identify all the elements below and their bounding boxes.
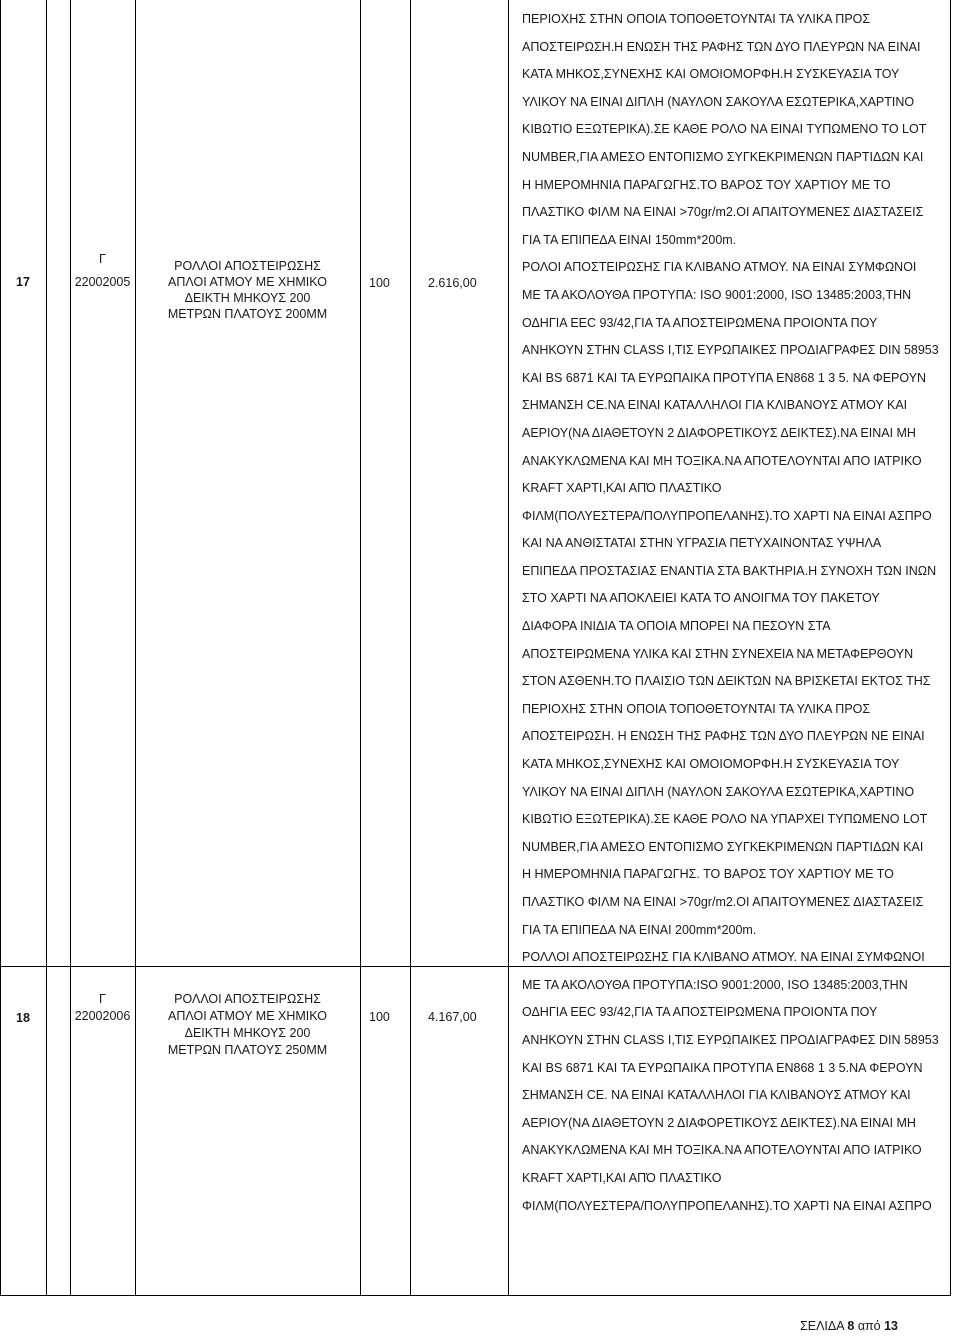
description-line: ΦΙΛΜ(ΠΟΛΥΕΣΤΕΡΑ/ΠΟΛΥΠΡΟΠΕΛΑΝΗΣ).ΤΟ ΧΑΡΤΙ ΝΑ ΕΙΝΑΙ ΑΣΠΡΟ <box>522 1198 932 1213</box>
description-line: ΑΠΟΣΤΕΙΡΩΜΕΝΑ ΥΛΙΚΑ ΚΑΙ ΣΤΗΝ ΣΥΝΕΧΕΙΑ ΝΑ ΜΕΤΑΦΕΡΘΟΥΝ <box>522 646 914 661</box>
description-line: ΟΔΗΓΙΑ EEC 93/42,ΓΙΑ ΤΑ ΑΠΟΣΤΕΙΡΩΜΕΝΑ ΠΡΟΙΟΝΤΑ ΠΟΥ <box>522 1005 878 1020</box>
description-line: Η ΗΜΕΡΟΜΗΝΙΑ ΠΑΡΑΓΩΓΗΣ. ΤΟ ΒΑΡΟΣ ΤΟΥ ΧΑΡΤΙΟΥ ΜΕ ΤΟ <box>522 867 894 882</box>
row-17-quantity: 100 <box>369 276 390 290</box>
description-line: ΣΤΟΝ ΑΣΘΕΝΗ.ΤΟ ΠΛΑΙΣΙΟ ΤΩΝ ΔΕΙΚΤΩΝ ΝΑ ΒΡΙΣΚΕΤΑΙ ΕΚΤΟΣ ΤΗΣ <box>522 674 931 689</box>
description-line: ΚΑΙ BS 6871 ΚΑΙ ΤΑ ΕΥΡΩΠΑΙΚΑ ΠΡΟΤΥΠΑ ΕΝ868 1 3 5.ΝΑ ΦΕΡΟΥΝ <box>522 1060 923 1075</box>
description-text <box>522 12 942 1309</box>
row-18-title-2: ΑΠΛΟΙ ΑΤΜΟΥ ΜΕ ΧΗΜΙΚΟ <box>168 1009 327 1023</box>
col-border-aa <box>46 0 47 1296</box>
row-18-title-1: ΡΟΛΛΟΙ ΑΠΟΣΤΕΙΡΩΣΗΣ <box>174 992 321 1006</box>
description-line <box>522 1226 942 1254</box>
col-border-right <box>950 0 951 1296</box>
row-18-aa: 18 <box>16 1011 30 1025</box>
row-17-title-3: ΔΕΙΚΤΗ ΜΗΚΟΥΣ 200 <box>184 291 311 305</box>
description-line <box>522 1281 942 1309</box>
row-17-code: 22002005 <box>74 275 131 289</box>
description-line: ΜΕ ΤΑ ΑΚΟΛΟΥΘΑ ΠΡΟΤΥΠΑ: ISO 9001:2000, ISO 13485:2003,ΤΗΝ <box>522 287 912 302</box>
description-line <box>522 1254 942 1282</box>
description-line: ΓΙΑ ΤΑ ΕΠΙΠΕΔΑ ΝΑ ΕΙΝΑΙ 200mm*200m. <box>522 922 757 937</box>
row-18-title-4: ΜΕΤΡΩΝ ΠΛΑΤΟΥΣ 250ΜΜ <box>167 1043 328 1057</box>
col-border-title <box>360 0 361 1296</box>
row-17-title-4: ΜΕΤΡΩΝ ΠΛΑΤΟΥΣ 200ΜΜ <box>167 307 328 321</box>
description-line: ΚΑΙ BS 6871 ΚΑΙ ΤΑ ΕΥΡΩΠΑΙΚΑ ΠΡΟΤΥΠΑ ΕΝ868 1 3 5. ΝΑ ΦΕΡΟΥΝ <box>522 370 927 385</box>
description-line: ΠΛΑΣΤΙΚΟ ΦΙΛΜ ΝΑ ΕΙΝΑΙ >70gr/m2.ΟΙ ΑΠΑΙΤΟΥΜΕΝΕΣ ΔΙΑΣΤΑΣΕΙΣ <box>522 205 924 220</box>
col-border-left <box>0 0 1 1296</box>
description-line: ΠΕΡΙΟΧΗΣ ΣΤΗΝ ΟΠΟΙΑ ΤΟΠΟΘΕΤΟΥΝΤΑΙ ΤΑ ΥΛΙΚΑ ΠΡΟΣ <box>522 701 871 716</box>
description-line: ΔΙΑΦΟΡΑ ΙΝΙΔΙΑ ΤΑ ΟΠΟΙΑ ΜΠΟΡΕΙ ΝΑ ΠΕΣΟΥΝ ΣΤΑ <box>522 619 831 634</box>
page-number: 8 <box>847 1319 855 1333</box>
description-line: KRAFT ΧΑΡΤΙ,ΚΑΙ ΑΠΌ ΠΛΑΣΤΙΚΟ <box>522 481 722 496</box>
description-line: ΣΗΜΑΝΣΗ CE. ΝΑ ΕΙΝΑΙ ΚΑΤΑΛΛΗΛΟΙ ΓΙΑ ΚΛΙΒΑΝΟΥΣ ΑΤΜΟΥ ΚΑΙ <box>522 1088 911 1103</box>
description-line: ΑΠΟΣΤΕΙΡΩΣΗ. Η ΕΝΩΣΗ ΤΗΣ ΡΑΦΗΣ ΤΩΝ ΔΥΟ ΠΛΕΥΡΩΝ ΝΕ ΕΙΝΑΙ <box>522 729 925 744</box>
description-line: ΦΙΛΜ(ΠΟΛΥΕΣΤΕΡΑ/ΠΟΛΥΠΡΟΠΕΛΑΝΗΣ).ΤΟ ΧΑΡΤΙ ΝΑ ΕΙΝΑΙ ΑΣΠΡΟ <box>522 508 932 523</box>
page-of-label: από <box>857 1319 881 1333</box>
page-footer <box>800 1319 898 1333</box>
description-line: ΑΕΡΙΟΥ(ΝΑ ΔΙΑΘΕΤΟΥΝ 2 ΔΙΑΦΟΡΕΤΙΚΟΥΣ ΔΕΙΚΤΕΣ).ΝΑ ΕΙΝΑΙ ΜΗ <box>522 1115 916 1130</box>
col-border-unit <box>70 0 71 1296</box>
row-18-price: 4.167,00 <box>428 1010 477 1024</box>
row-18-code: 22002006 <box>74 1009 131 1023</box>
description-line: ΠΛΑΣΤΙΚΟ ΦΙΛΜ ΝΑ ΕΙΝΑΙ >70gr/m2.ΟΙ ΑΠΑΙΤΟΥΜΕΝΕΣ ΔΙΑΣΤΑΣΕΙΣ <box>522 895 924 909</box>
description-line: ΑΠΟΣΤΕΙΡΩΣΗ.Η ΕΝΩΣΗ ΤΗΣ ΡΑΦΗΣ ΤΩΝ ΔΥΟ ΠΛΕΥΡΩΝ ΝΑ ΕΙΝΑΙ <box>522 39 921 54</box>
description-line: ΚΑΤΑ ΜΗΚΟΣ,ΣΥΝΕΧΗΣ ΚΑΙ ΟΜΟΙΟΜΟΡΦΗ.Η ΣΥΣΚΕΥΑΣΙΑ ΤΟΥ <box>522 757 900 772</box>
total-pages: 13 <box>884 1319 899 1333</box>
col-border-qty <box>410 0 411 1296</box>
description-line: ΥΛΙΚΟΥ ΝΑ ΕΙΝΑΙ ΔΙΠΛΗ (ΝΑΥΛΟΝ ΣΑΚΟΥΛΑ ΕΣΩΤΕΡΙΚΑ,ΧΑΡΤΙΝΟ <box>522 784 915 799</box>
description-line: ΑΕΡΙΟΥ(ΝΑ ΔΙΑΘΕΤΟΥΝ 2 ΔΙΑΦΟΡΕΤΙΚΟΥΣ ΔΕΙΚΤΕΣ).ΝΑ ΕΙΝΑΙ ΜΗ <box>522 425 916 440</box>
description-line: ΚΑΙ ΝΑ ΑΝΘΙΣΤΑΤΑΙ ΣΤΗΝ ΥΓΡΑΣΙΑ ΠΕΤΥΧΑΙΝΟΝΤΑΣ ΥΨΗΛΑ <box>522 536 882 551</box>
description-line: ΑΝΑΚΥΚΛΩΜΕΝΑ ΚΑΙ ΜΗ ΤΟΞΙΚΑ.ΝΑ ΑΠΟΤΕΛΟΥΝΤΑΙ ΑΠΟ ΙΑΤΡΙΚΟ <box>522 1143 922 1158</box>
description-line: Η ΗΜΕΡΟΜΗΝΙΑ ΠΑΡΑΓΩΓΗΣ.ΤΟ ΒΑΡΟΣ ΤΟΥ ΧΑΡΤΙΟΥ ΜΕ ΤΟ <box>522 177 891 192</box>
col-border-price <box>508 0 509 1296</box>
row-17-title-1: ΡΟΛΛΟΙ ΑΠΟΣΤΕΙΡΩΣΗΣ <box>174 259 321 273</box>
description-line: ΣΗΜΑΝΣΗ CE.ΝΑ ΕΙΝΑΙ ΚΑΤΑΛΛΗΛΟΙ ΓΙΑ ΚΛΙΒΑΝΟΥΣ ΑΤΜΟΥ ΚΑΙ <box>522 398 908 413</box>
description-line: ΡΟΛΛΟΙ ΑΠΟΣΤΕΙΡΩΣΗΣ ΓΙΑ ΚΛΙΒΑΝΟ ΑΤΜΟΥ. ΝΑ ΕΙΝΑΙ ΣΥΜΦΩΝΟΙ <box>522 950 925 965</box>
description-line: ΑΝΗΚΟΥΝ ΣΤΗΝ CLASS I,ΤΙΣ ΕΥΡΩΠΑΙΚΕΣ ΠΡΟΔΙΑΓΡΑΦΕΣ DIN 58953 <box>522 1032 939 1047</box>
description-line: ΑΝΗΚΟΥΝ ΣΤΗΝ CLASS I,ΤΙΣ ΕΥΡΩΠΑΙΚΕΣ ΠΡΟΔΙΑΓΡΑΦΕΣ DIN 58953 <box>522 343 939 358</box>
description-line: ΥΛΙΚΟΥ ΝΑ ΕΙΝΑΙ ΔΙΠΛΗ (ΝΑΥΛΟΝ ΣΑΚΟΥΛΑ ΕΣΩΤΕΡΙΚΑ,ΧΑΡΤΙΝΟ <box>522 94 915 109</box>
description-line: ΚΑΤΑ ΜΗΚΟΣ,ΣΥΝΕΧΗΣ ΚΑΙ ΟΜΟΙΟΜΟΡΦΗ.Η ΣΥΣΚΕΥΑΣΙΑ ΤΟΥ <box>522 67 900 82</box>
row-17-title-2: ΑΠΛΟΙ ΑΤΜΟΥ ΜΕ ΧΗΜΙΚΟ <box>168 275 327 289</box>
description-line: ΚΙΒΩΤΙΟ ΕΞΩΤΕΡΙΚΑ).ΣΕ ΚΑΘΕ ΡΟΛΟ ΝΑ ΕΙΝΑΙ ΤΥΠΩΜΕΝΟ ΤΟ LOT <box>522 122 927 137</box>
description-line: ΟΔΗΓΙΑ EEC 93/42,ΓΙΑ ΤΑ ΑΠΟΣΤΕΙΡΩΜΕΝΑ ΠΡΟΙΟΝΤΑ ΠΟΥ <box>522 315 878 330</box>
description-line: KRAFT ΧΑΡΤΙ,ΚΑΙ ΑΠΌ ΠΛΑΣΤΙΚΟ <box>522 1170 722 1185</box>
row-18-title-3: ΔΕΙΚΤΗ ΜΗΚΟΥΣ 200 <box>184 1026 311 1040</box>
description-line: ΑΝΑΚΥΚΛΩΜΕΝΑ ΚΑΙ ΜΗ ΤΟΞΙΚΑ.ΝΑ ΑΠΟΤΕΛΟΥΝΤΑΙ ΑΠΟ ΙΑΤΡΙΚΟ <box>522 453 922 468</box>
row-17-aa: 17 <box>16 275 30 289</box>
row-17-unit: Γ <box>99 252 106 266</box>
description-line: ΠΕΡΙΟΧΗΣ ΣΤΗΝ ΟΠΟΙΑ ΤΟΠΟΘΕΤΟΥΝΤΑΙ ΤΑ ΥΛΙΚΑ ΠΡΟΣ <box>522 12 871 26</box>
description-line: ΜΕ ΤΑ ΑΚΟΛΟΥΘΑ ΠΡΟΤΥΠΑ:ISO 9001:2000, ISO 13485:2003,ΤΗΝ <box>522 977 908 992</box>
row-18-unit: Γ <box>99 992 106 1006</box>
page-label: ΣΕΛΙΔΑ <box>800 1319 844 1333</box>
row-17-price: 2.616,00 <box>428 276 477 290</box>
row-18-quantity: 100 <box>369 1010 390 1024</box>
description-line: ΕΠΙΠΕΔΑ ΠΡΟΣΤΑΣΙΑΣ ΕΝΑΝΤΙΑ ΣΤΑ ΒΑΚΤΗΡΙΑ.Η ΣΥΝΟΧΗ ΤΩΝ ΙΝΩΝ <box>522 563 937 578</box>
description-line: ΡΟΛΟΙ ΑΠΟΣΤΕΙΡΩΣΗΣ ΓΙΑ ΚΛΙΒΑΝΟ ΑΤΜΟΥ. ΝΑ ΕΙΝΑΙ ΣΥΜΦΩΝΟΙ <box>522 260 917 275</box>
description-line: ΓΙΑ ΤΑ ΕΠΙΠΕΔΑ ΕΙΝΑΙ 150mm*200m. <box>522 232 737 247</box>
col-border-code <box>135 0 136 1296</box>
description-line: ΚΙΒΩΤΙΟ ΕΞΩΤΕΡΙΚΑ).ΣΕ ΚΑΘΕ ΡΟΛΟ ΝΑ ΥΠΑΡΧΕΙ ΤΥΠΩΜΕΝΟ LOT <box>522 812 928 827</box>
description-line: ΣΤΟ ΧΑΡΤΙ ΝΑ ΑΠΟΚΛΕΙΕΙ ΚΑΤΑ ΤΟ ΑΝΟΙΓΜΑ ΤΟΥ ΠΑΚΕΤΟΥ <box>522 591 880 606</box>
description-line: NUMBER,ΓΙΑ ΑΜΕΣΟ ΕΝΤΟΠΙΣΜΟ ΣΥΓΚΕΚΡΙΜΕΝΩΝ ΠΑΡΤΙΔΩΝ ΚΑΙ <box>522 149 924 164</box>
description-line: NUMBER,ΓΙΑ ΑΜΕΣΟ ΕΝΤΟΠΙΣΜΟ ΣΥΓΚΕΚΡΙΜΕΝΩΝ ΠΑΡΤΙΔΩΝ ΚΑΙ <box>522 839 924 854</box>
